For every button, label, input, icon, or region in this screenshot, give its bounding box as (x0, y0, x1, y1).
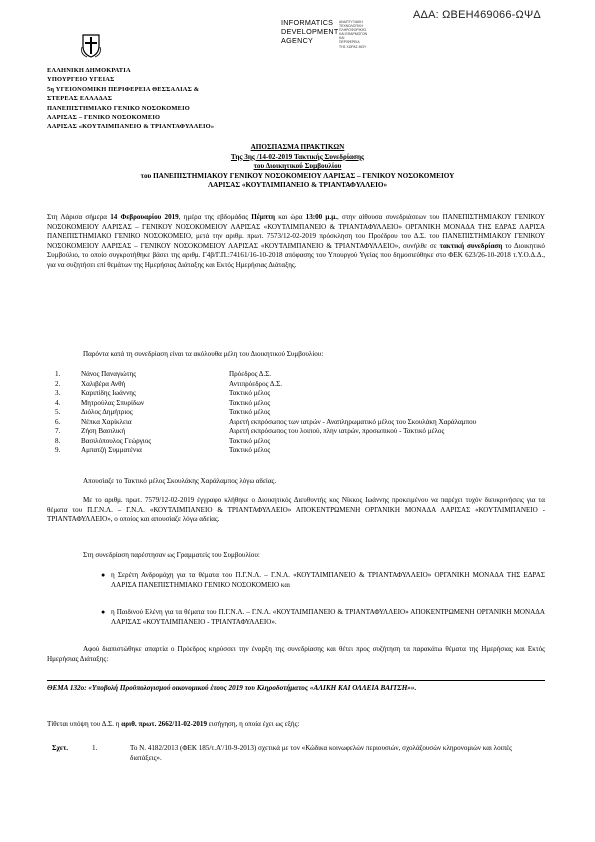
secretary-bullet: ● η Σερέτη Ανδρομάχη για τα θέματα του Π.Γ.Ν.Λ. – Γ.Ν.Λ. «ΚΟΥΤΛΙΜΠΑΝΕΙΟ & ΤΡΙΑΝΤΑΦΥΛΛΕΙΟ» ΟΡΓΑΝΙΚΗ ΜΟΝΑΔΑ ΤΗΣ ΕΔΡΑΣ ΛΑΡΙΣΑ ΠΑΝΕΠΙΣΤΗΜΙΑΚΟ ΓΕΝΙΚΟ ΝΟΣΟΚΟΜΕΙΟ και (101, 571, 545, 589)
title-line-1: ΑΠΟΣΠΑΣΜΑ ΠΡΑΚΤΙΚΩΝ (250, 143, 345, 151)
bullet-icon: ● (101, 608, 106, 616)
quorum-paragraph: Αφού διαπιστώθηκε απαρτία ο Πρόεδρος κηρύσσει την έναρξη της συνεδρίασης και θέτει προς συζήτηση τα παρακάτω θέματα της Ημερήσιας και Εκτός Ημερήσιας Διάταξης: (47, 645, 545, 663)
member-row: 7. Ζήση Βασιλική Αιρετή εκπρόσωπος του λοιπού, πλην ιατρών, προσωπικού - Τακτικό μέλος (55, 427, 445, 435)
greek-emblem-icon (81, 32, 101, 58)
members-list (55, 370, 545, 456)
theme-heading: ΘΕΜΑ 132ο: «Υποβολή Προϋπολογισμού οικονομικού έτους 2019 του Κληροδοτήματος «ΑΛΙΚΗ ΚΑΙ ΟΛΛΕΙΑ ΒΑΙΤΣΗ»». (47, 684, 417, 692)
secretaries-intro: Στη συνεδρίαση παρέστησαν ως Γραμματείς του Συμβουλίου: (83, 551, 260, 559)
member-row: 9. Αμπατζή Συμματένια Τακτικό μέλος (55, 446, 271, 454)
secretary-bullet: ● η Παιδινού Ελένη για τα θέματα του Π.Γ.Ν.Λ. – Γ.Ν.Λ. «ΚΟΥΤΛΙΜΠΑΝΕΙΟ & ΤΡΙΑΝΤΑΦΥΛΛΕΙΟ» ΑΠΟΚΕΝΤΡΩΜΕΝΗ ΟΡΓΑΝΙΚΗ ΜΟΝΑΔΑ ΛΑΡΙΣΑΣ «ΚΟΥΤΛΙΜΠΑΝΕΙΟ - ΤΡΙΑΝΤΑΦΥΛΛΕΙΟ». (101, 608, 545, 626)
member-row: 5. Διόλος Δημήτριος Τακτικό μέλος (55, 408, 271, 416)
ada-code: ΑΔΑ: ΩΒΕΗ469066-ΩΨΔ (413, 9, 541, 21)
member-row: 1. Νάνος Παναγιώτης Πρόεδρος Δ.Σ. (55, 370, 272, 378)
member-row: 4. Μητρούλας Σπυρίδων Τακτικό μέλος (55, 398, 271, 407)
letterhead-line: ΥΠΟΥΡΓΕΙΟ ΥΓΕΙΑΣ (47, 76, 115, 84)
agency-en-2: DEVELOPMENT (281, 27, 339, 36)
divider (47, 680, 545, 681)
member-row: 3. Καριπίδης Ιωάννης Τακτικό μέλος (55, 389, 271, 397)
reference-label: Σχετ. (52, 744, 68, 752)
member-row: 6. Νέπκα Χαρίκλεια Αιρετή εκπρόσωπος των ιατρών - Αναπληρωματικό μέλος του Σκουλάκη Χαράλαμπου (55, 417, 477, 426)
title-line-3: του Διοικητικού Συμβουλίου (253, 162, 342, 171)
intro-paragraph: Στη Λάρισα σήμερα 14 Φεβρουαρίου 2019, ημέρα της εβδομάδας Πέμπτη και ώρα 13:00 μ.μ., στην αίθουσα συνεδριάσεων του ΠΑΝΕΠΙΣΤΗΜΙΑΚΟΥ ΓΕΝΙΚΟΥ ΝΟΣΟΚΟΜΕΙΟΥ ΛΑΡΙΣΑΣ – ΓΕΝΙΚΟΥ ΝΟΣΟΚΟΜΕΙΟΥ ΛΑΡΙΣΑΣ «ΚΟΥΤΛΙΜΠΑΝΕΙΟ & ΤΡΙΑΝΤΑΦΥΛΛΕΙΟ» ΟΡΓΑΝΙΚΗ ΜΟΝΑΔΑ ΤΗΣ ΕΔΡΑΣ ΛΑΡΙΣΑ ΠΑΝΕΠΙΣΤΗΜΙΑΚΟ ΓΕΝΙΚΟ ΝΟΣΟΚΟΜΕΙΟ, μετά την αριθμ. πρωτ. 7573/12-02-2019 πρόσκληση του Προέδρου του Δ.Σ. του ΠΑΝΕΠΙΣΤΗΜΙΑΚΟΥ ΓΕΝΙΚΟΥ ΝΟΣΟΚΟΜΕΙΟΥ ΛΑΡΙΣΑΣ – ΓΕΝΙΚΟΥ ΝΟΣΟΚΟΜΕΙΟΥ ΛΑΡΙΣΑΣ «ΚΟΥΤΛΙΜΠΑΝΕΙΟ & ΤΡΙΑΝΤΑΦΥΛΛΕΙΟ», συνήλθε σε τακτική συνεδρίαση το Διοικητικό Συμβούλιο, το οποίο συγκροτήθηκε βάσει της αριθμ. Γ4β/Γ.Π.:74161/16-10-2018 απόφασης του Υπουργού Υγείας που δημοσιεύθηκε στο ΦΕΚ 623/26-10-2018 τ.Υ.Ο.Δ.Δ., για να συζητήσει επί θεμάτων της Ημερήσιας Διάταξης και Εκτός Ημερήσιας Διάταξης. (47, 213, 546, 269)
bullet-icon: ● (101, 571, 106, 579)
letterhead (47, 66, 214, 132)
agency-gr: ΑΝΑΠΤΥΞΙΑΚΗ ΤΕΧΝΟΛΟΓΙΚΗ ΠΛΗΡΟΦΟΡΙΚΗΣ ΚΑΙ ΕΦΑΡΜΟΓΩΝ ΚΑΙ ΠΕΡΙΦΕΡΕΙΑ ΤΗΣ ΧΩΡΑΣ ΜΟΥ (339, 20, 368, 49)
member-row: 8. Βασιλόπουλος Γεώργιος Τακτικό μέλος (55, 436, 271, 445)
document-title (50, 143, 545, 191)
agency-en-3: AGENCY (281, 36, 314, 45)
letterhead-line: ΕΛΛΗΝΙΚΗ ΔΗΜΟΚΡΑΤΙΑ (47, 67, 131, 74)
letterhead-line: ΛΑΡΙΣΑΣ «ΚΟΥΤΛΙΜΠΑΝΕΙΟ & ΤΡΙΑΝΤΑΦΥΛΛΕΙΟ» (47, 123, 215, 131)
absent-note: Απουσίαζε το Τακτικό μέλος Σκουλάκης Χαράλαμπος λόγω αδείας. (83, 477, 277, 485)
letterhead-line: 5η ΥΓΕΙΟΝΟΜΙΚΗ ΠΕΡΙΦΕΡΕΙΑ ΘΕΣΣΑΛΙΑΣ & (47, 85, 200, 93)
reference-text: Το Ν. 4182/2013 (ΦΕΚ 185/τ.Α'/10-9-2013) σχετικά με τον «Κώδικα κοινωφελών περιουσιών, σχολάζουσών κληρονομιών και λοιπές διατάξεις». (130, 744, 512, 762)
title-line-5: ΛΑΡΙΣΑΣ «ΚΟΥΤΛΙΜΠΑΝΕΙΟ & ΤΡΙΑΝΤΑΦΥΛΛΕΙΟ» (207, 181, 388, 190)
reference-number: 1. (92, 744, 98, 752)
letterhead-line: ΣΤΕΡΕΑΣ ΕΛΛΑΔΑΣ (47, 95, 113, 103)
present-intro: Παρόντα κατά τη συνεδρίαση είναι τα ακόλουθα μέλη του Διοικητικού Συμβουλίου: (83, 350, 324, 358)
member-row: 2. Χαλιβέρα Ανθή Αντιπρόεδρος Δ.Σ. (55, 379, 283, 388)
letterhead-line: ΛΑΡΙΣΑΣ – ΓΕΝΙΚΟ ΝΟΣΟΚΟΜΕΙΟ (47, 114, 161, 122)
director-paragraph: Με το αριθμ. πρωτ. 7579/12-02-2019 έγγραφο κλήθηκε ο Διοικητικός Διευθυντής κος Νίκκος Ιωάννης προκειμένου να παρέχει τυχόν διευκρινήσεις για τα θέματα του Π.Γ.Ν.Λ. – Γ.Ν.Λ. «ΚΟΥΤΛΙΜΠΑΝΕΙΟ & ΤΡΙΑΝΤΑΦΥΛΛΕΙΟ» ΑΠΟΚΕΝΤΡΩΜΕΝΗ ΟΡΓΑΝΙΚΗ ΜΟΝΑΔΑ ΛΑΡΙΣΑΣ «ΚΟΥΤΛΙΜΠΑΝΕΙΟ - ΤΡΙΑΝΤΑΦΥΛΛΕΙΟ», ο οποίος και απουσίαζε λόγω αδείας. (47, 496, 545, 523)
submission-paragraph: Τίθεται υπόψη του Δ.Σ. η αριθ. πρωτ. 2662/11-02-2019 εισήγηση, η οποία έχει ως εξής: (47, 720, 300, 728)
letterhead-line: ΠΑΝΕΠΙΣΤΗΜΙΑΚΟ ΓΕΝΙΚΟ ΝΟΣΟΚΟΜΕΙΟ (47, 104, 190, 112)
agency-logo (281, 19, 501, 57)
title-line-2: Της 3ης /14-02-2019 Τακτικής Συνεδρίασης (230, 152, 365, 161)
agency-en-1: INFORMATICS (281, 18, 334, 27)
title-line-4: του ΠΑΝΕΠΙΣΤΗΜΙΑΚΟΥ ΓΕΝΙΚΟΥ ΝΟΣΟΚΟΜΕΙΟΥ ΛΑΡΙΣΑΣ – ΓΕΝΙΚΟΥ ΝΟΣΟΚΟΜΕΙΟΥ (140, 171, 455, 180)
